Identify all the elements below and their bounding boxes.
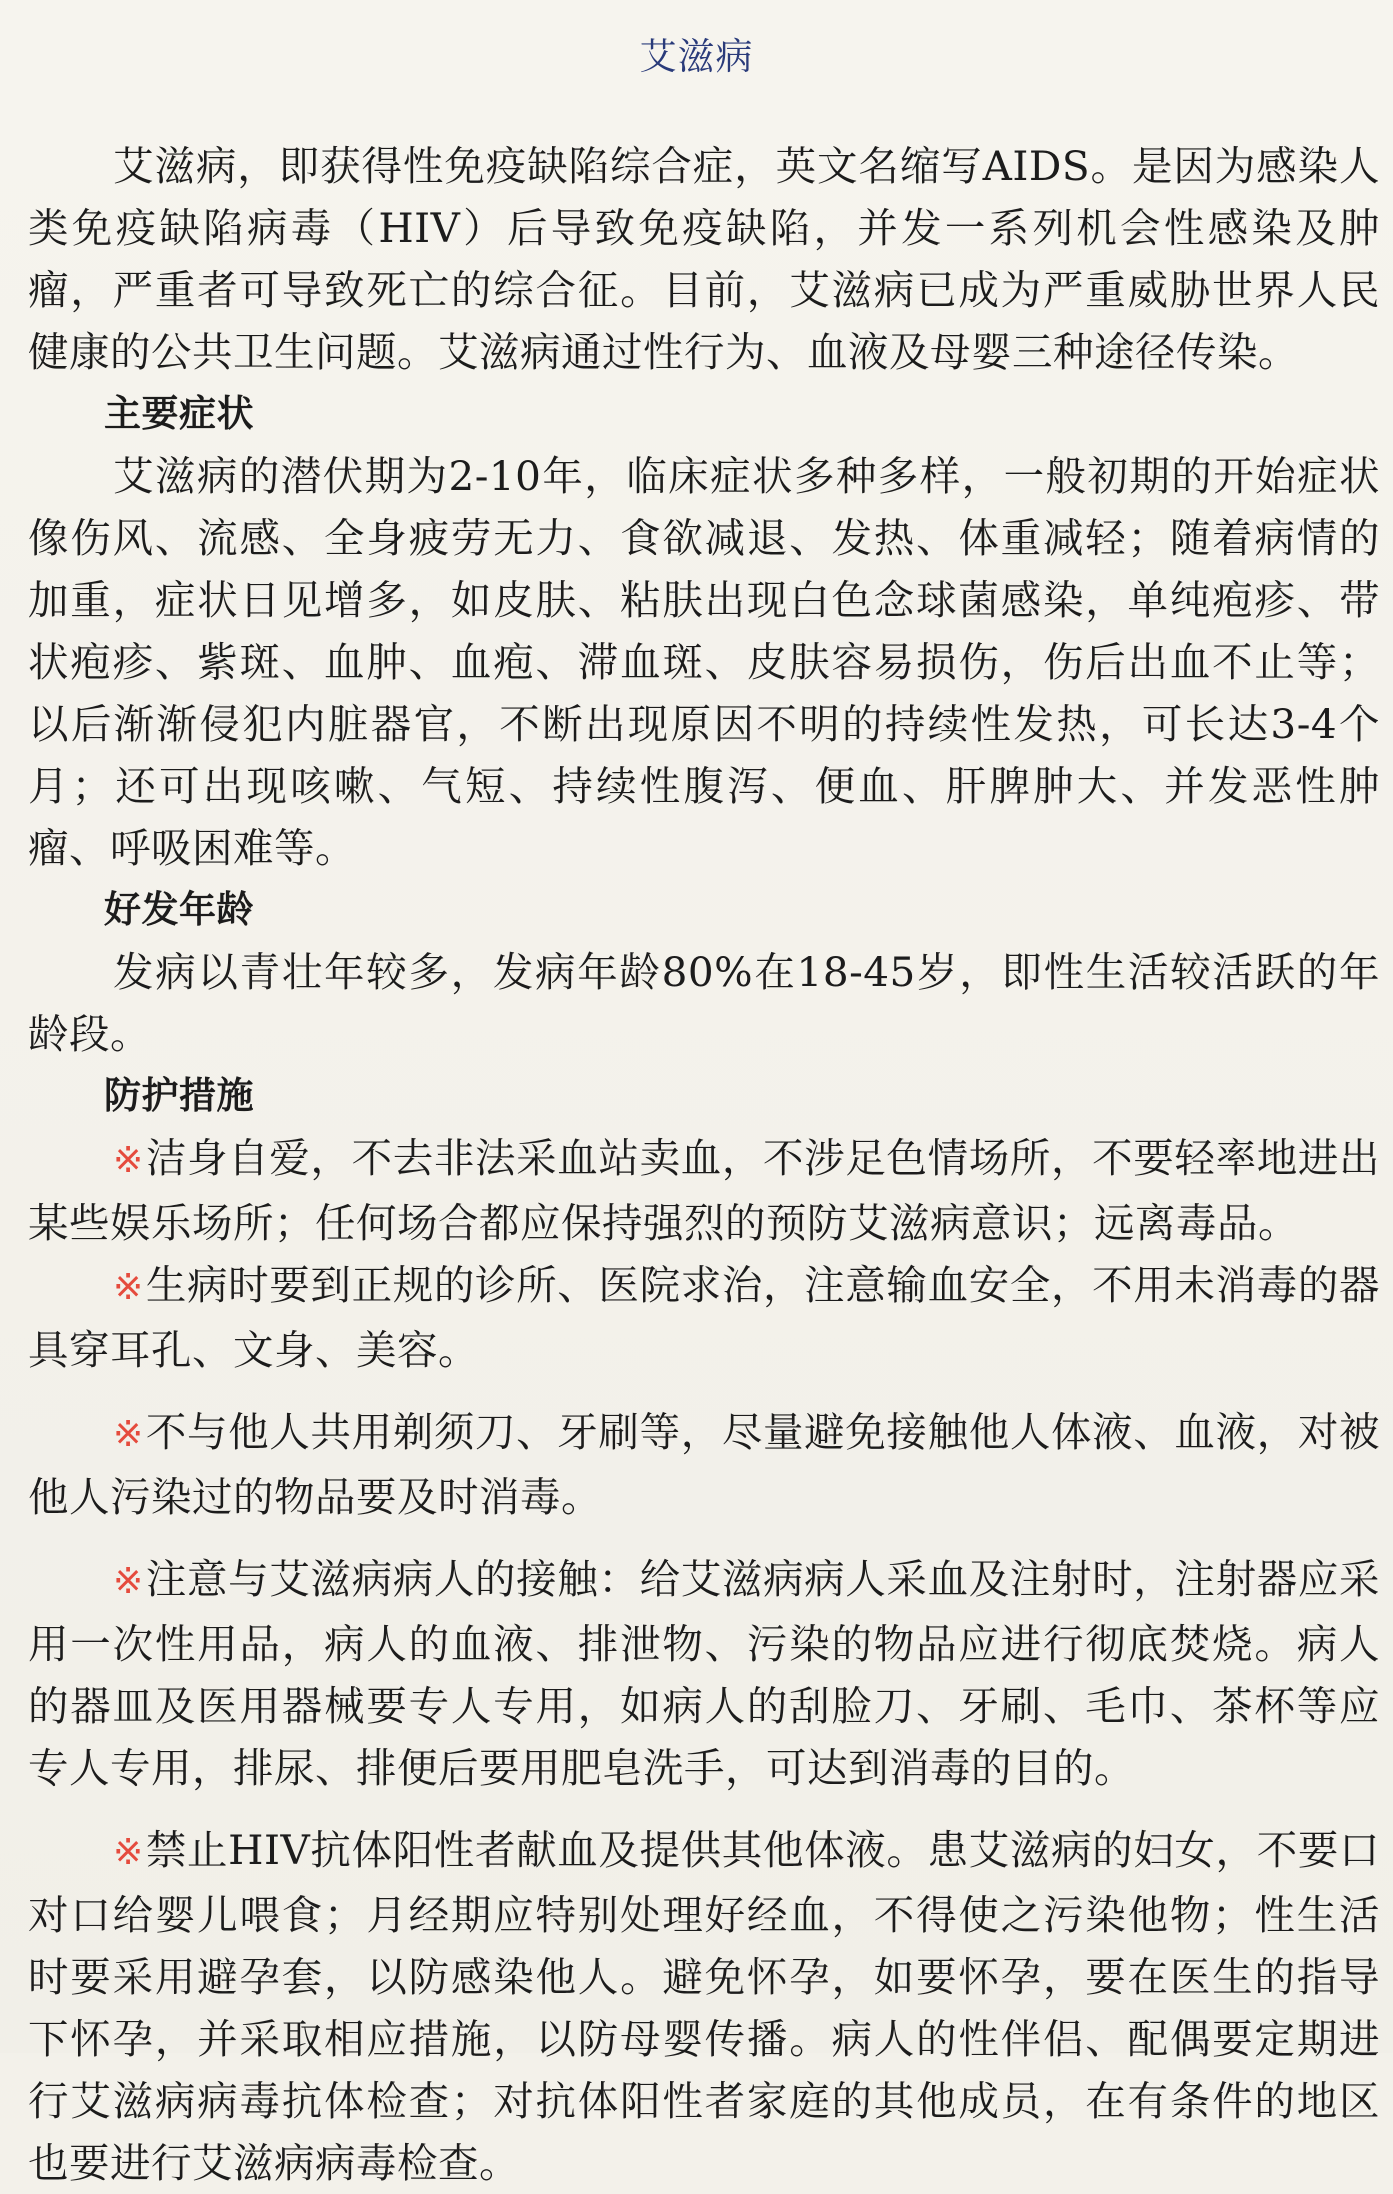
reference-mark-icon: ※ [113,1832,144,1873]
prevention-item-text: 不与他人共用剃须刀、牙刷等，尽量避免接触他人体液、血液，对被他人污染过的物品要及时消毒。 [28,1408,1380,1521]
symptoms-paragraph: 艾滋病的潜伏期为2-10年，临床症状多种多样，一般初期的开始症状像伤风、流感、全身疲劳无力、食欲减退、发热、体重减轻；随着病情的加重，症状日见增多，如皮肤、粘肤出现白色念球菌感染，单纯疱疹、带状疱疹、紫斑、血肿、血疱、滞血斑、皮肤容易损伤，伤后出血不止等；以后渐渐侵犯内脏器官，不断出现原因不明的持续性发热，可长达3-4个月；还可出现咳嗽、气短、持续性腹泻、便血、肝脾肿大、并发恶性肿瘤、呼吸困难等。 [28,452,1380,872]
prevention-item-text: 禁止HIV抗体阳性者献血及提供其他体液。患艾滋病的妇女，不要口对口给婴儿喂食；月经期应特别处理好经血，不得使之污染他物；性生活时要采用避孕套，以防感染他人。避免怀孕，如要怀孕，要在医生的指导下怀孕，并采取相应措施，以防母婴传播。病人的性伴侣、配偶要定期进行艾滋病病毒抗体检查；对抗体阳性者家庭的其他成员，在有条件的地区也要进行艾滋病病毒检查。 [28,1826,1380,2187]
prevention-item [28,1819,1380,2194]
document-body [28,135,1380,2194]
prevention-item [28,1401,1380,1528]
page-title: 艾滋病 [639,35,754,78]
reference-mark-icon: ※ [113,1267,144,1308]
prevention-heading: 防护措施 [104,1074,254,1117]
symptoms-heading: 主要症状 [104,392,254,435]
intro-paragraph: 艾滋病，即获得性免疫缺陷综合症，英文名缩写AIDS。是因为感染人类免疫缺陷病毒（HIV）后导致免疫缺陷，并发一系列机会性感染及肿瘤，严重者可导致死亡的综合征。目前，艾滋病已成为严重威胁世界人民健康的公共卫生问题。艾滋病通过性行为、血液及母婴三种途径传染。 [28,142,1380,376]
age-heading: 好发年龄 [104,888,254,931]
reference-mark-icon: ※ [113,1414,144,1455]
prevention-item-text: 生病时要到正规的诊所、医院求治，注意输血安全，不用未消毒的器具穿耳孔、文身、美容。 [28,1261,1380,1374]
prevention-item [28,1127,1380,1254]
age-paragraph: 发病以青壮年较多，发病年龄80%在18-45岁，即性生活较活跃的年龄段。 [28,948,1380,1058]
prevention-item-text: 洁身自爱，不去非法采血站卖血，不涉足色情场所，不要轻率地进出某些娱乐场所；任何场合都应保持强烈的预防艾滋病意识；远离毒品。 [28,1134,1380,1247]
prevention-item [28,1254,1380,1381]
reference-mark-icon: ※ [113,1561,144,1602]
reference-mark-icon: ※ [113,1140,144,1181]
prevention-item-text: 注意与艾滋病病人的接触：给艾滋病病人采血及注射时，注射器应采用一次性用品，病人的血液、排泄物、污染的物品应进行彻底焚烧。病人的器皿及医用器械要专人专用，如病人的刮脸刀、牙刷、毛巾、茶杯等应专人专用，排尿、排便后要用肥皂洗手，可达到消毒的目的。 [28,1555,1380,1792]
prevention-item [28,1548,1380,1799]
